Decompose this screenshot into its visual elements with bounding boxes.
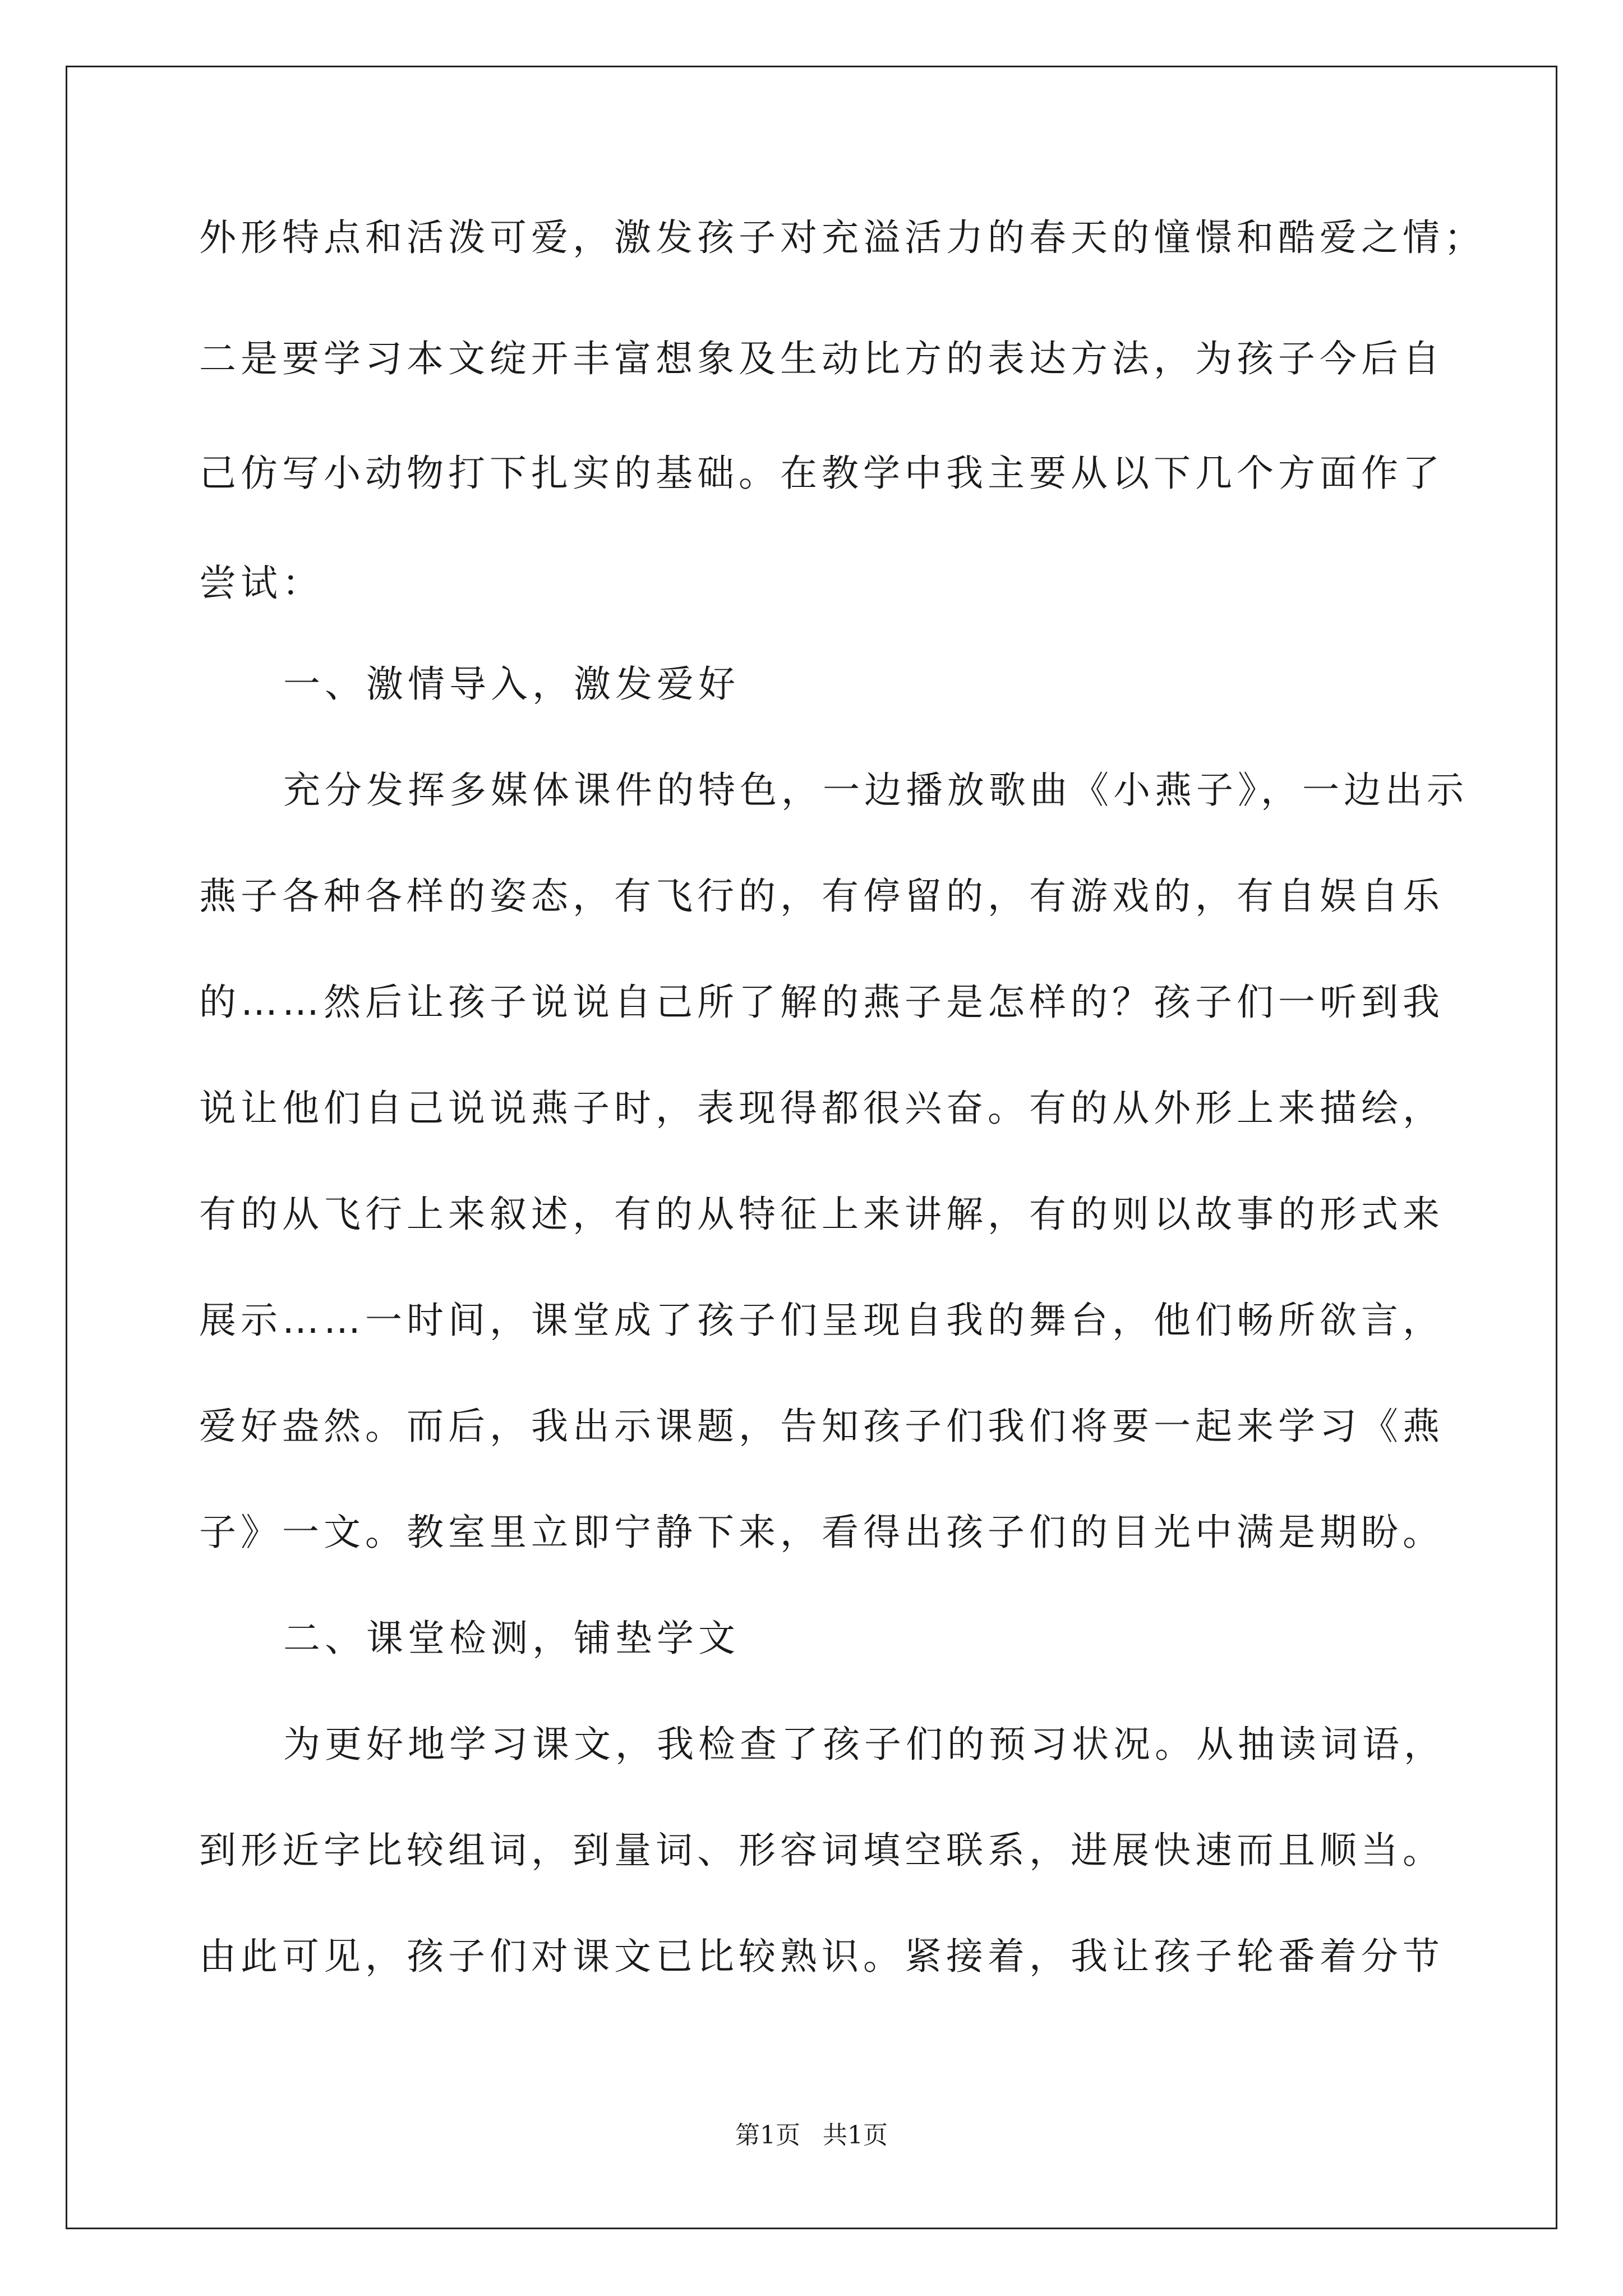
text-line: 展示……一时间，课堂成了孩子们呈现自我的舞台，他们畅所欲言， xyxy=(199,1299,1444,1342)
text-line: 充分发挥多媒体课件的特色，一边播放歌曲《小燕子》，一边出示 xyxy=(283,769,1468,812)
text-line: 的……然后让孩子说说自己所了解的燕子是怎样的？孩子们一听到我 xyxy=(199,981,1444,1024)
text-line: 由此可见，孩子们对课文已比较熟识。紧接着，我让孩子轮番着分节 xyxy=(199,1935,1444,1978)
page-footer xyxy=(0,2119,1623,2152)
text-line: 爱好盎然。而后，我出示课题，告知孩子们我们将要一起来学习《燕 xyxy=(199,1405,1444,1448)
text-line: 外形特点和活泼可爱，激发孩子对充溢活力的春天的憧憬和酷爱之情； xyxy=(199,216,1486,259)
text-line: 燕子各种各样的姿态，有飞行的，有停留的，有游戏的，有自娱自乐 xyxy=(199,875,1444,918)
text-line: 己仿写小动物打下扎实的基础。在教学中我主要从以下几个方面作了 xyxy=(199,452,1444,495)
page-border xyxy=(66,66,1557,2229)
page-total: 共1页 xyxy=(823,2121,888,2150)
section-heading: 一、激情导入，激发爱好 xyxy=(283,662,740,706)
text-line: 二是要学习本文绽开丰富想象及生动比方的表达方法，为孩子今后自 xyxy=(199,337,1444,380)
section-heading: 二、课堂检测，铺垫学文 xyxy=(283,1617,740,1660)
text-line: 到形近字比较组词，到量词、形容词填空联系，进展快速而且顺当。 xyxy=(199,1829,1444,1872)
page-number: 第1页 xyxy=(735,2121,800,2150)
text-line: 子》一文。教室里立即宁静下来，看得出孩子们的目光中满是期盼。 xyxy=(199,1511,1444,1554)
text-line: 有的从飞行上来叙述，有的从特征上来讲解，有的则以故事的形式来 xyxy=(199,1193,1444,1236)
text-line: 尝试： xyxy=(199,562,324,605)
text-line: 为更好地学习课文，我检查了孩子们的预习状况。从抽读词语， xyxy=(283,1723,1445,1766)
text-line: 说让他们自己说说燕子时，表现得都很兴奋。有的从外形上来描绘， xyxy=(199,1087,1444,1130)
